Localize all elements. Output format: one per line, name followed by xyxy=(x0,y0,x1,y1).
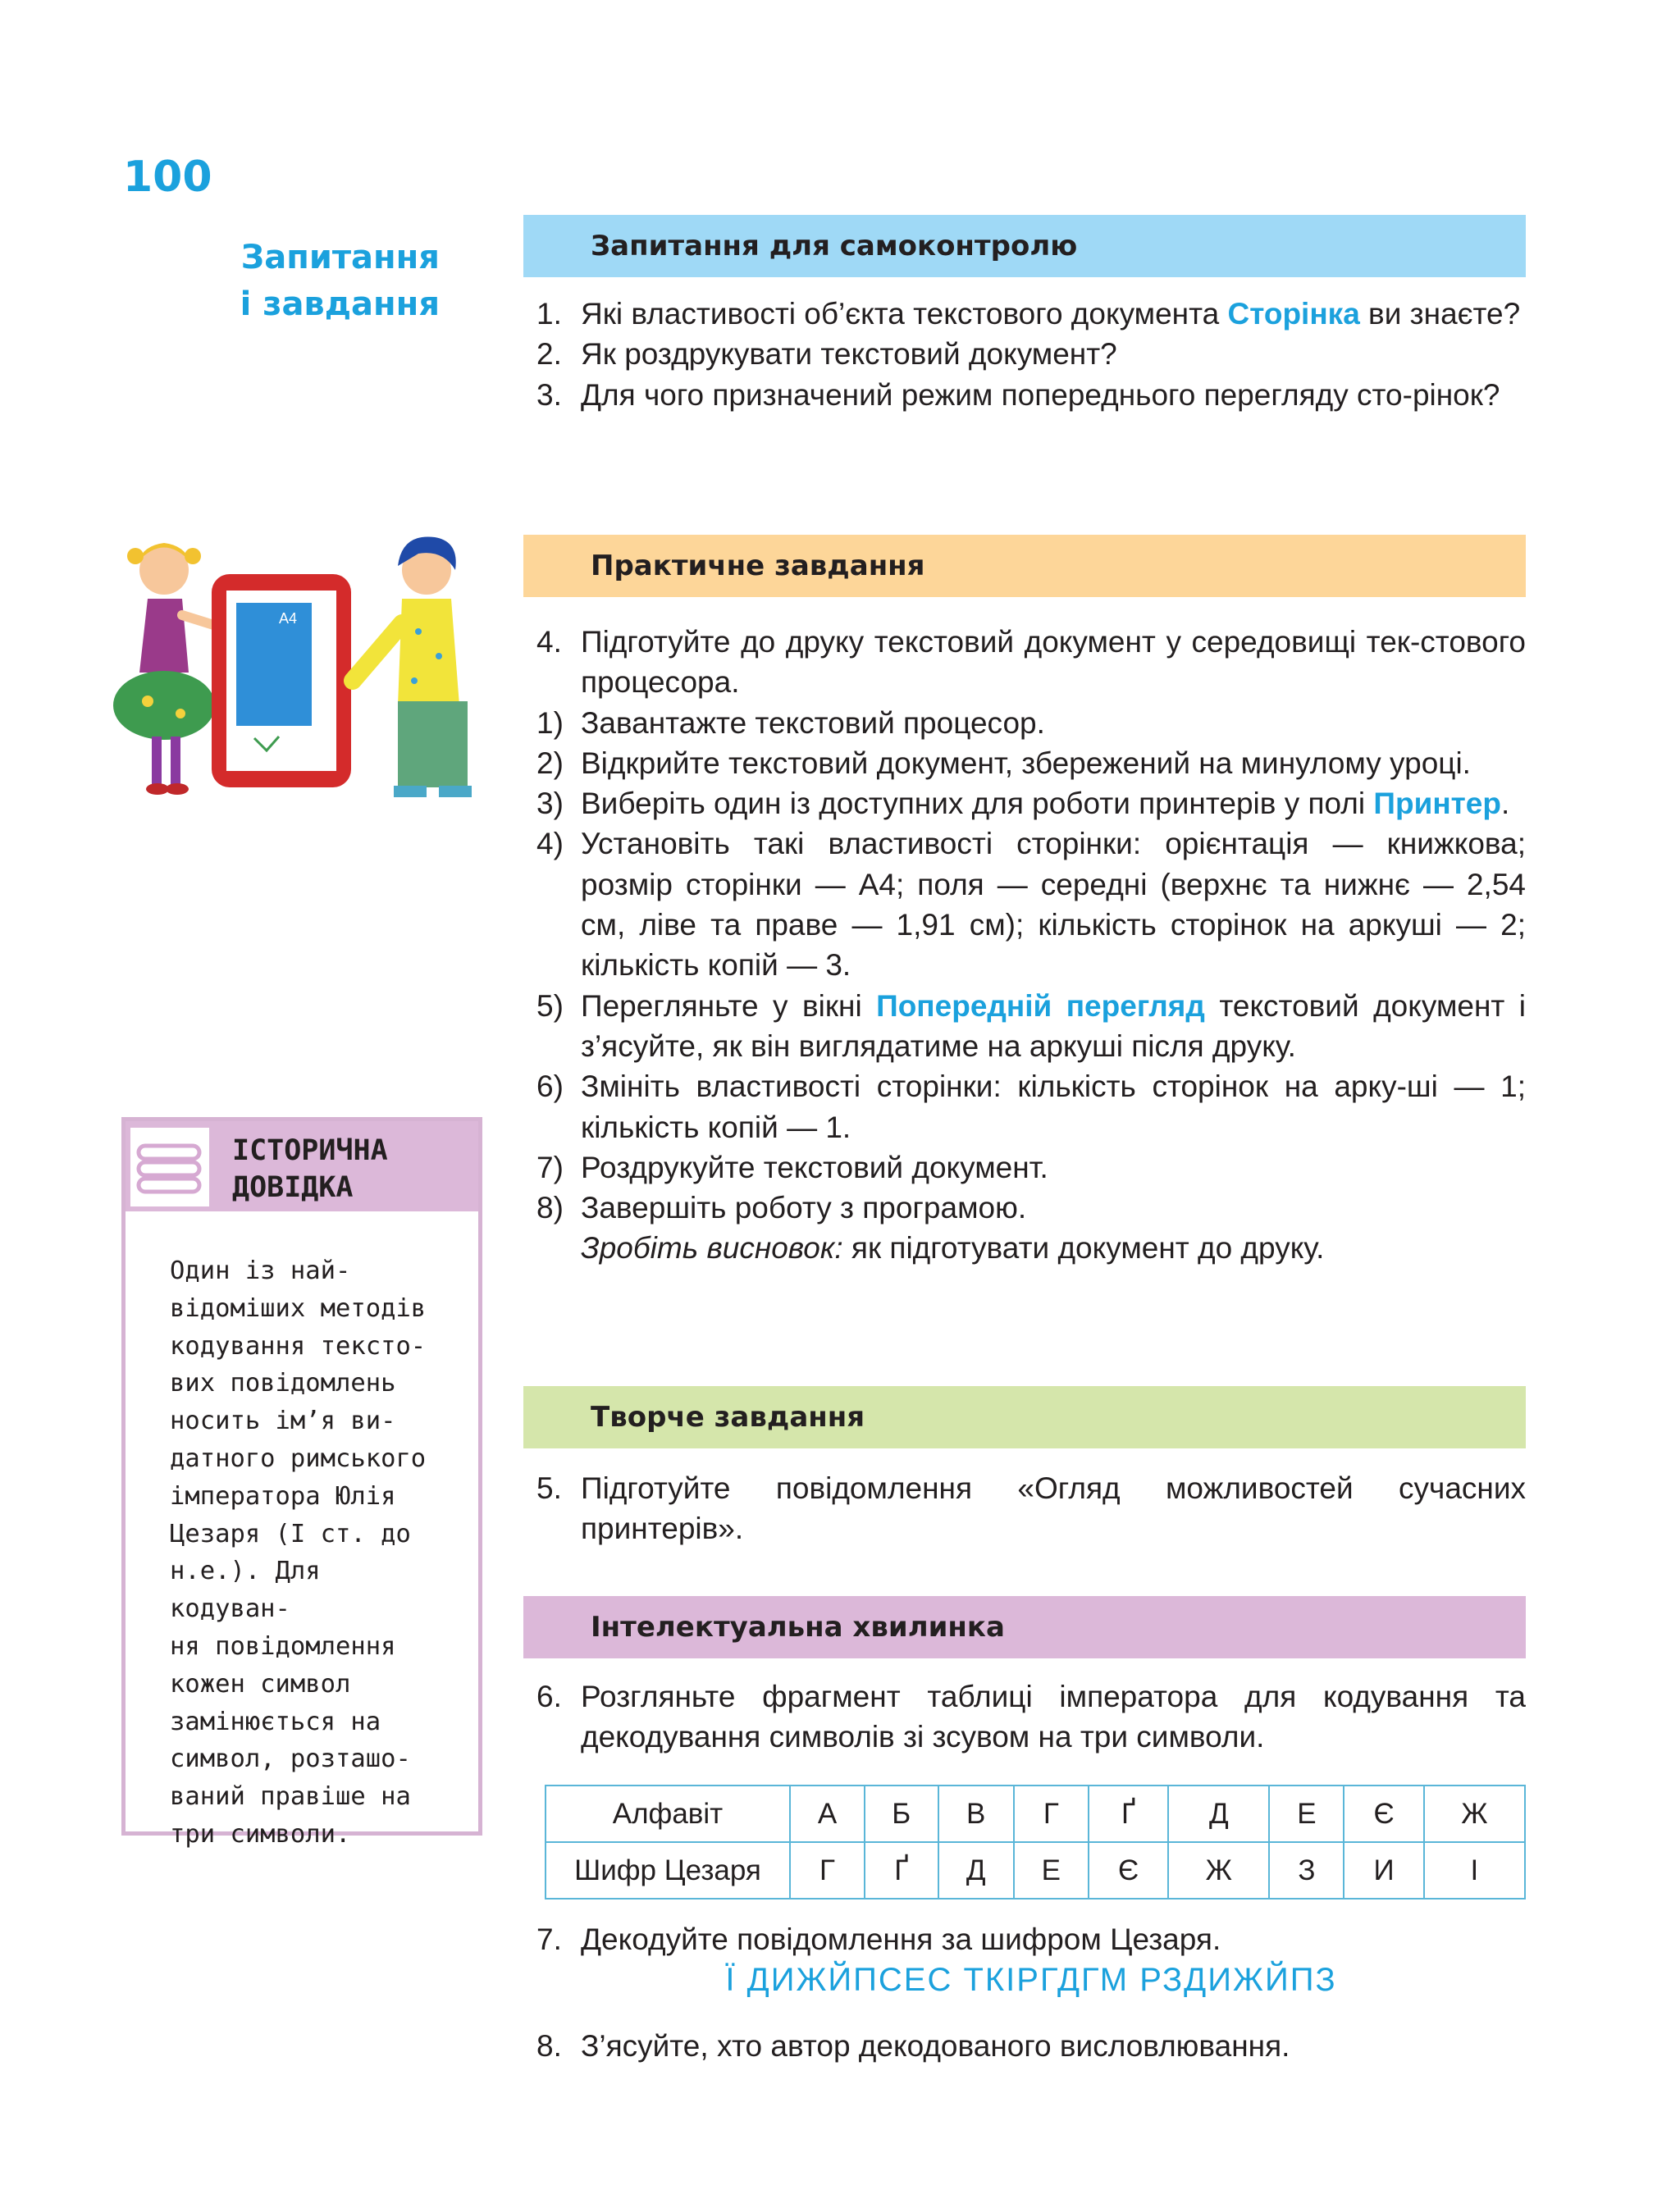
list-item xyxy=(536,1188,1526,1228)
table-row-label: Шифр Цезаря xyxy=(546,1842,790,1899)
item-text: Декодуйте повідомлення за шифром Цезаря. xyxy=(581,1922,1221,1956)
side-title-line1: Запитання xyxy=(240,239,440,276)
list-item xyxy=(536,1468,1526,1549)
list-item xyxy=(536,1066,1526,1147)
item-text: Змініть властивості сторінки: кількість сторінок на арку-ші — 1; кількість копій — 1. xyxy=(581,1070,1526,1144)
list-item xyxy=(536,1919,1526,1959)
item-number: 3) xyxy=(536,787,564,821)
item-number: 8) xyxy=(536,1191,564,1225)
list-item xyxy=(536,1147,1526,1188)
list-item xyxy=(536,783,1526,823)
list-item xyxy=(536,375,1526,415)
item-number: 6. xyxy=(536,1680,562,1713)
table-cell: Є xyxy=(1089,1842,1168,1899)
item-text: Завершіть роботу з програмою. xyxy=(581,1191,1027,1225)
section-banner-creative: Творче завдання xyxy=(523,1386,1526,1448)
table-cell: И xyxy=(1344,1842,1423,1899)
historical-note-text: Один із най- відоміших методів кодування тексто- вих повідомлень носить ім’я ви- датного римського імператора Юлія Цезаря (І ст. до н.е.). Для кодуван- ня повідомлення кожен символ замінюється на символ, розташо- ваний правіше на три символи. xyxy=(170,1257,427,1849)
caesar-cipher-table xyxy=(545,1785,1526,1900)
item-number: 5) xyxy=(536,988,564,1023)
item-text: Завантажте текстовий процесор. xyxy=(581,705,1045,740)
side-title-line2: і завдання xyxy=(240,285,440,323)
table-cell: Д xyxy=(938,1842,1014,1899)
list-item xyxy=(536,622,1526,703)
table-cell: А xyxy=(790,1786,865,1842)
boy-figure xyxy=(353,536,472,797)
table-cell: В xyxy=(938,1786,1014,1842)
item-number: 7) xyxy=(536,1150,564,1184)
conclusion-label: Зробіть висновок: xyxy=(581,1231,843,1266)
section-banner-self-control: Запитання для самоконтролю xyxy=(523,215,1526,277)
list-item xyxy=(536,743,1526,783)
practical-items xyxy=(536,622,1526,1269)
conclusion xyxy=(536,1228,1526,1268)
table-row-label: Алфавіт xyxy=(546,1786,790,1842)
table-cell: Е xyxy=(1269,1786,1344,1842)
table-row xyxy=(546,1842,1525,1899)
item-text: Для чого призначений режим попереднього перегляду сто-рінок? xyxy=(581,377,1500,412)
item-text: Підготуйте повідомлення «Огляд можливостей сучасних принтерів». xyxy=(581,1471,1526,1546)
page-number: 100 xyxy=(123,153,212,202)
item-number: 6) xyxy=(536,1070,564,1104)
girl-figure xyxy=(113,543,221,795)
item-number: 3. xyxy=(536,377,562,412)
side-title xyxy=(164,235,440,328)
list-item xyxy=(536,2026,1526,2066)
table-cell: Е xyxy=(1014,1842,1089,1899)
intellectual-q7 xyxy=(536,1919,1526,1959)
tablet-device xyxy=(212,574,351,787)
item-number: 5. xyxy=(536,1471,562,1505)
item-number: 4. xyxy=(536,625,562,659)
item-text: З’ясуйте, хто автор декодованого висловлювання. xyxy=(581,2029,1290,2063)
item-text: Виберіть один із доступних для роботи принтерів у полі Принтер. xyxy=(581,787,1510,821)
table-cell: Г xyxy=(790,1842,865,1899)
item-text: Які властивості об’єкта текстового документа Сторінка ви знаєте? xyxy=(581,297,1521,331)
item-number: 8. xyxy=(536,2029,562,2063)
creative-items xyxy=(536,1468,1526,1549)
highlight-term: Сторінка xyxy=(1227,297,1360,331)
highlight-term: Попередній перегляд xyxy=(876,988,1205,1023)
item-number: 2) xyxy=(536,746,564,780)
list-item xyxy=(536,703,1526,743)
item-text: Роздрукуйте текстовий документ. xyxy=(581,1150,1048,1184)
table-cell: Ж xyxy=(1168,1842,1269,1899)
highlight-term: Принтер xyxy=(1373,787,1501,821)
item-number: 2. xyxy=(536,337,562,372)
intellectual-q8 xyxy=(536,2026,1526,2066)
table-cell: З xyxy=(1269,1842,1344,1899)
item-number: 7. xyxy=(536,1922,562,1956)
list-item xyxy=(536,986,1526,1067)
tablet-label: A4 xyxy=(279,610,298,627)
historical-note-box xyxy=(121,1117,482,1849)
item-text: Розгляньте фрагмент таблиці імператора для кодування та декодування символів зі зсувом на три символи. xyxy=(581,1680,1526,1754)
list-item xyxy=(536,1676,1526,1758)
item-text: Перегляньте у вікні Попередній перегляд текстовий документ і з’ясуйте, як він виглядатиме на аркуші після друку. xyxy=(581,988,1526,1063)
table-cell: Ж xyxy=(1424,1786,1525,1842)
item-text: Підготуйте до друку текстовий документ у середовищі тек-стового процесора. xyxy=(581,625,1526,700)
table-cell: І xyxy=(1424,1842,1525,1899)
historical-note-title: ІСТОРИЧНА ДОВІДКА xyxy=(232,1134,388,1204)
item-number: 1) xyxy=(536,705,564,740)
cipher-message: Ї ДИЖЙПСЕС ТКІРГДГМ РЗДИЖЙПЗ xyxy=(725,1962,1337,1998)
item-text: Як роздрукувати текстовий документ? xyxy=(581,337,1117,372)
table-cell: Є xyxy=(1344,1786,1423,1842)
section-banner-intellectual: Інтелектуальна хвилинка xyxy=(523,1596,1526,1658)
table-row xyxy=(546,1786,1525,1842)
table-cell: Ґ xyxy=(865,1842,938,1899)
item-text: Установіть такі властивості сторінки: орієнтація — книжкова; розмір сторінки — А4; поля — середні (верхнє та нижнє — 2,54 см, ліве та праве — 1,91 см); кількість сторінок на аркуші — 2; кількість копій — 3. xyxy=(581,827,1526,983)
item-text: Відкрийте текстовий документ, збережений на минулому уроці. xyxy=(581,746,1471,780)
section-banner-practical: Практичне завдання xyxy=(523,535,1526,597)
conclusion-text: як підготувати документ до друку. xyxy=(842,1231,1325,1266)
table-cell: Ґ xyxy=(1089,1786,1168,1842)
table-cell: Д xyxy=(1168,1786,1269,1842)
books-icon xyxy=(130,1128,209,1206)
self-control-questions xyxy=(536,294,1526,415)
intellectual-q6 xyxy=(536,1676,1526,1758)
list-item xyxy=(536,823,1526,985)
table-cell: Г xyxy=(1014,1786,1089,1842)
list-item xyxy=(536,294,1526,334)
historical-note-header xyxy=(126,1121,478,1211)
table-cell: Б xyxy=(865,1786,938,1842)
list-item xyxy=(536,334,1526,374)
kids-tablet-illustration xyxy=(107,525,500,812)
item-number: 1. xyxy=(536,297,562,331)
item-number: 4) xyxy=(536,827,564,861)
